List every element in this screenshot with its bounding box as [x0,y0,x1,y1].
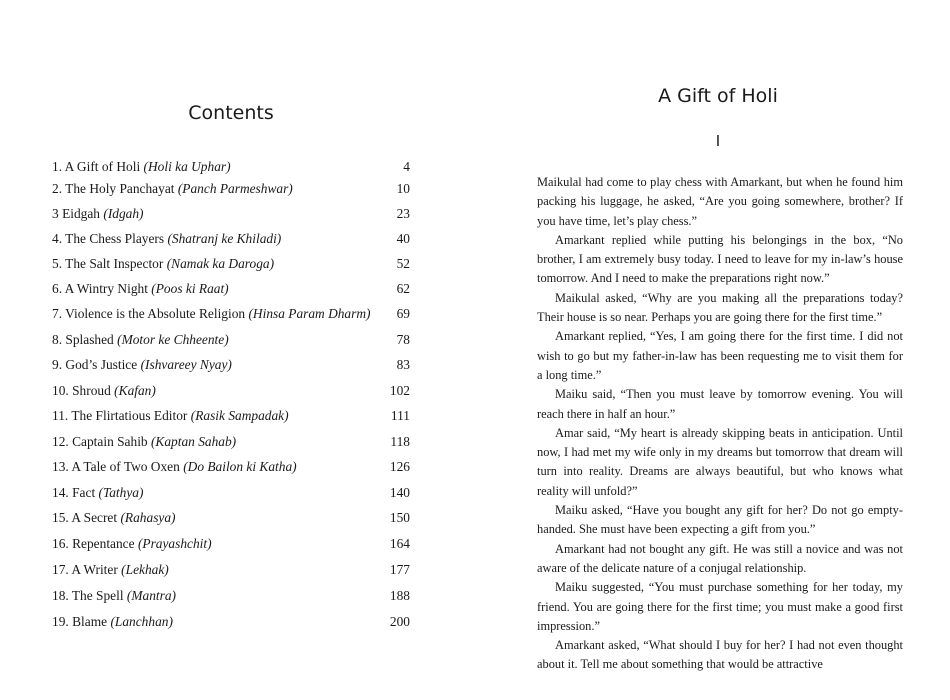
toc-entry-number: 7. [52,306,63,321]
toc-entry-original-title: (Lanchhan) [110,614,173,629]
toc-entry-number: 17. [52,562,69,577]
toc-entry-title [52,586,176,606]
toc-entry-title [52,304,370,324]
toc-entry-number: 15. [52,510,69,525]
toc-entry-number: 11. [52,408,69,423]
body-paragraph: Maiku suggested, “You must purchase something for her today, my friend. You are going there for the first time; you must make a good first impression.” [537,580,903,633]
toc-entry-english-title: The Chess Players [65,231,165,246]
body-paragraph: Amarkant had not bought any gift. He was still a novice and was not aware of the delicate nature of a conjugal relationship. [537,541,903,575]
body-paragraph: Maiku said, “Then you must leave by tomorrow evening. You will reach there in half an hour.” [537,387,903,421]
toc-entry-original-title: (Kaptan Sahab) [150,434,237,449]
toc-entry-english-title: Shroud [72,383,111,398]
toc-entry-page-number: 177 [389,562,410,577]
toc-entry-page-number: 4 [403,159,410,174]
toc-entry-number: 18. [52,588,69,603]
toc-entry-title [52,560,169,580]
toc-entry-number: 19. [52,614,69,629]
toc-entry-page-number: 62 [396,281,410,296]
toc-entry [52,432,410,452]
toc-entry-page-number: 164 [389,536,410,551]
toc-entry-original-title: (Holi ka Uphar) [143,159,231,174]
body-paragraph: Amarkant replied, “Yes, I am going there for the first time. I did not wish to go but my father-in-law has been requesting me to visit them for a long time.” [537,329,903,382]
toc-entry-number: 16. [52,536,69,551]
toc-entry-original-title: (Rahasya) [120,510,176,525]
toc-entry-page-number: 10 [396,181,410,196]
toc-entry-page-number: 69 [396,306,410,321]
toc-entry-english-title: The Salt Inspector [65,256,164,271]
toc-entry [52,483,410,503]
toc-entry-original-title: (Idgah) [103,206,144,221]
body-paragraph: Amar said, “My heart is already skipping beats in anticipation. Until now, I had met my wife only in my dreams but tomorrow that dream will turn into reality. Dreams are always beautiful, but who knows what reality will unfold?” [537,425,903,498]
toc-entry-english-title: God’s Justice [65,357,138,372]
toc-entry-title [52,204,144,224]
toc-entry [52,179,410,199]
toc-entry-english-title: Blame [72,614,108,629]
toc-entry-english-title: Fact [72,485,96,500]
body-paragraph: Maikulal had come to play chess with Amarkant, but when he found him packing his luggage, he asked, “Are you going somewhere, brother? If you have time, let’s play chess.” [537,175,903,228]
toc-entry-original-title: (Namak ka Daroga) [166,256,275,271]
toc-entry-original-title: (Tathya) [98,485,144,500]
contents-heading: Contents [188,102,274,124]
toc-entry-original-title: (Rasik Sampadak) [190,408,289,423]
toc-entry-english-title: Repentance [72,536,135,551]
toc-entry-title [52,457,297,477]
toc-entry-page-number: 23 [396,206,410,221]
toc-entry [52,560,410,580]
toc-entry-english-title: The Spell [71,588,124,603]
toc-entry [52,406,410,426]
toc-entry [52,612,410,632]
toc-entry-page-number: 200 [389,614,410,629]
toc-entry-english-title: A Writer [71,562,118,577]
toc-entry-number: 1. [52,159,63,174]
toc-entry [52,508,410,528]
toc-entry [52,204,410,224]
toc-entry [52,381,410,401]
toc-entry [52,279,410,299]
toc-entry-english-title: A Wintry Night [64,281,148,296]
toc-entry-number: 9. [52,357,63,372]
toc-entry-original-title: (Lekhak) [121,562,169,577]
toc-entry-english-title: Captain Sahib [72,434,148,449]
toc-entry-english-title: A Tale of Two Oxen [71,459,180,474]
toc-entry-english-title: A Gift of Holi [64,159,141,174]
toc-entry-title [52,406,289,426]
toc-entry-number: 14. [52,485,69,500]
toc-entry-number: 12. [52,434,69,449]
toc-entry-number: 8. [52,332,63,347]
toc-entry [52,457,410,477]
toc-entry-page-number: 150 [389,510,410,525]
toc-entry-page-number: 188 [389,588,410,603]
toc-entry-title [52,330,229,350]
toc-entry-original-title: (Ishvareey Nyay) [140,357,232,372]
toc-entry-number: 13. [52,459,69,474]
body-paragraph: Maiku asked, “Have you bought any gift for her? Do not go empty-handed. She must have been expecting a gift from you.” [537,503,903,537]
toc-entry-original-title: (Motor ke Chheente) [117,332,229,347]
toc-entry-page-number: 40 [396,231,410,246]
toc-entry [52,330,410,350]
toc-entry-title [52,229,281,249]
toc-entry-number: 4. [52,231,63,246]
toc-entry-english-title: The Holy Panchayat [65,181,175,196]
toc-entry [52,534,410,554]
toc-entry-page-number: 118 [390,434,410,449]
toc-entry-english-title: The Flirtatious Editor [71,408,188,423]
toc-entry [52,254,410,274]
toc-entry-title [52,612,173,632]
chapter-body [537,173,903,675]
toc-entry-original-title: (Mantra) [126,588,177,603]
toc-entry-page-number: 83 [396,357,410,372]
toc-entry-title [52,381,156,401]
toc-entry-title [52,279,229,299]
toc-entry [52,157,410,177]
toc-entry-number: 5. [52,256,63,271]
toc-entry-title [52,483,143,503]
toc-entry-english-title: A Secret [71,510,118,525]
toc-entry [52,304,410,324]
toc-entry-original-title: (Panch Parmeshwar) [177,181,293,196]
toc-entry [52,229,410,249]
toc-entry-english-title: Splashed [65,332,114,347]
toc-entry-title [52,534,212,554]
toc-entry-title [52,179,293,199]
chapter-title: A Gift of Holi [658,85,778,107]
toc-entry-page-number: 102 [389,383,410,398]
toc-entry-original-title: (Shatranj ke Khiladi) [167,231,282,246]
toc-entry-english-title: Eidgah [62,206,100,221]
toc-entry-page-number: 52 [396,256,410,271]
toc-entry-page-number: 140 [389,485,410,500]
toc-entry-original-title: (Hinsa Param Dharm) [248,306,371,321]
toc-entry-page-number: 111 [390,408,410,423]
body-paragraph: Amarkant replied while putting his belongings in the box, “No brother, I am extremely busy today. I need to leave for my in-law’s house tomorrow. And I need to make the preparations right now.” [537,232,903,286]
toc-entry-number: 10. [52,383,69,398]
toc-entry-number: 6. [52,281,63,296]
toc-entry-page-number: 78 [396,332,410,347]
toc-entry-title [52,254,274,274]
toc-entry-original-title: (Kafan) [114,383,156,398]
toc-entry [52,355,410,375]
toc-entry-english-title: Violence is the Absolute Religion [65,306,246,321]
toc-entry-title [52,355,232,375]
body-paragraph: Maikulal asked, “Why are you making all the preparations today? Their house is so near. Perhaps you are going there for the first time.” [537,290,903,325]
toc-entry-original-title: (Do Bailon ki Katha) [183,459,297,474]
toc-entry-title [52,157,231,177]
toc-entry-original-title: (Poos ki Raat) [151,281,229,296]
toc-entry-page-number: 126 [389,459,410,474]
chapter-section-numeral: I [715,132,721,150]
chapter-page [475,0,950,700]
toc-entry [52,586,410,606]
toc-entry-title [52,508,176,528]
toc-entry-number: 3 [52,206,59,221]
toc-entry-original-title: (Prayashchit) [137,536,212,551]
toc-entry-number: 2. [52,181,63,196]
toc-entry-title [52,432,236,452]
body-paragraph: Amarkant asked, “What should I buy for her? I had not even thought about it. Tell me about something that would be attractive [537,638,903,672]
